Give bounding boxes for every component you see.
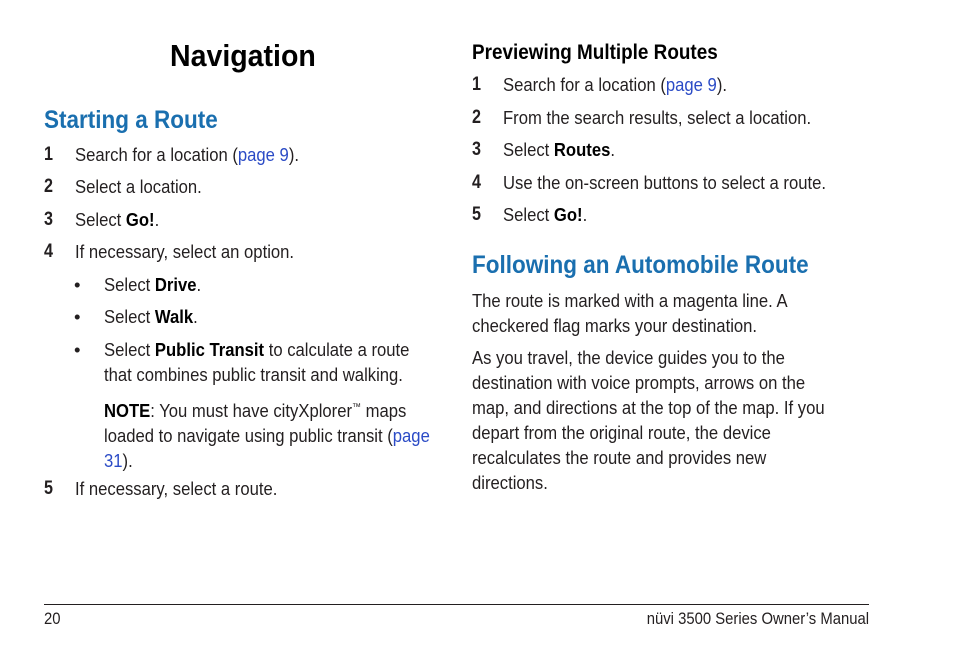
footer-divider [44, 604, 869, 605]
subheading-previewing-routes: Previewing Multiple Routes [472, 41, 718, 64]
step-text: Select a location. [75, 176, 202, 197]
page-title: Navigation [170, 38, 316, 73]
page-link[interactable]: page 9 [665, 74, 717, 95]
paragraph-device-guides: As you travel, the device guides you to the destination with voice prompts, arrows on the map, and directions at the top of the map. If you depart from the original route, the device recalculates the route and provides new directions. [472, 347, 825, 493]
step-number: 1 [472, 74, 481, 95]
step-text: Search for a location (page 9). [75, 144, 300, 165]
step-number: 4 [44, 241, 53, 262]
step-number: 3 [472, 139, 481, 160]
step-text: Search for a location (page 9). [503, 74, 728, 95]
section-heading-following-route: Following an Automobile Route [472, 251, 809, 279]
note-cityxplorer: NOTE: You must have cityXplorer™ maps loaded to navigate using public transit (page 31). [104, 400, 430, 472]
step-number: 5 [44, 478, 53, 499]
step-text: From the search results, select a location. [503, 107, 812, 128]
page-link[interactable]: page 9 [237, 144, 289, 165]
section-heading-starting-route: Starting a Route [44, 106, 218, 134]
page-link[interactable]: page 31 [104, 425, 430, 472]
step-text: Select Go!. [503, 204, 588, 225]
step-text: Select Routes. [503, 139, 615, 160]
step-text: Select Go!. [75, 209, 160, 230]
manual-title: nüvi 3500 Series Owner’s Manual [646, 610, 869, 628]
bullet-text: Select Drive. [104, 274, 202, 295]
bullet-dot: • [74, 339, 81, 360]
step-number: 5 [472, 204, 481, 225]
step-text: Use the on-screen buttons to select a route. [503, 172, 827, 193]
step-number: 2 [44, 176, 53, 197]
step-number: 3 [44, 209, 53, 230]
step-text: If necessary, select a route. [75, 478, 278, 499]
bullet-text: Select Walk. [104, 306, 198, 327]
bullet-text: Select Public Transit to calculate a route that combines public transit and walking. [104, 339, 410, 385]
paragraph-route-marked: The route is marked with a magenta line. A checkered flag marks your destination. [472, 290, 787, 336]
page-number: 20 [44, 610, 61, 628]
bullet-dot: • [74, 306, 81, 327]
bullet-dot: • [74, 274, 81, 295]
step-number: 1 [44, 144, 53, 165]
step-number: 4 [472, 172, 481, 193]
note-label: NOTE [104, 400, 151, 422]
step-text: If necessary, select an option. [75, 241, 295, 262]
step-number: 2 [472, 107, 481, 128]
